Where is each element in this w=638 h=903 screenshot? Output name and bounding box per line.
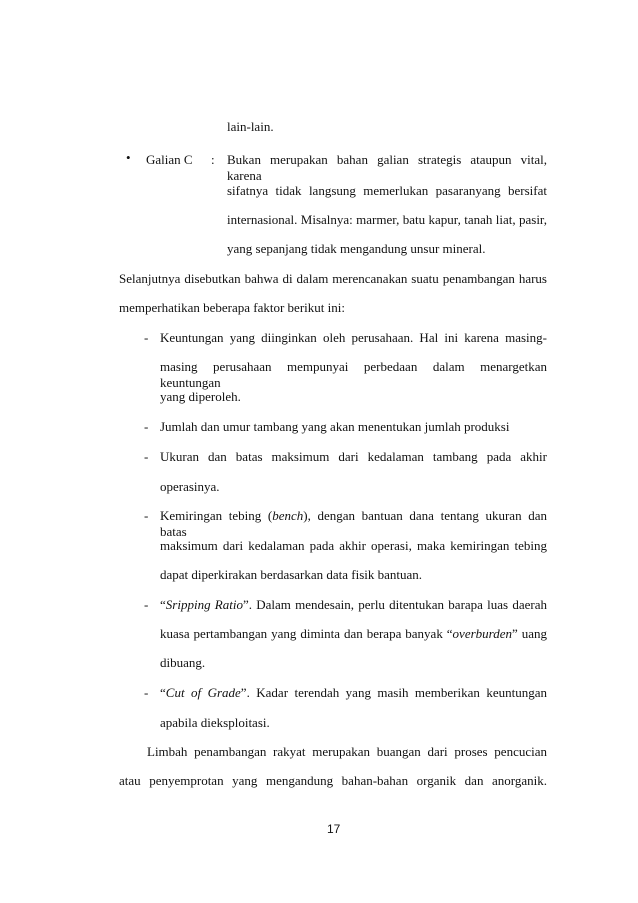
list-item-line: “Cut of Grade”. Kadar terendah yang masih memberikan keuntungan [160, 685, 547, 700]
list-item-line: yang diperoleh. [160, 389, 241, 404]
list-dash: - [144, 419, 149, 434]
galian-c-line: internasional. Misalnya: marmer, batu kapur, tanah liat, pasir, [227, 212, 547, 227]
list-dash: - [144, 597, 149, 612]
list-item-line: dapat diperkirakan berdasarkan data fisik bantuan. [160, 567, 423, 582]
list-item-line: Jumlah dan umur tambang yang akan menentukan jumlah produksi [160, 419, 510, 434]
list-dash: - [144, 449, 149, 464]
list-item-line: Keuntungan yang diinginkan oleh perusahaan. Hal ini karena masing- [160, 330, 547, 345]
list-item-line: maksimum dari kedalaman pada akhir operasi, maka kemiringan tebing [160, 538, 547, 553]
galian-c-line: Bukan merupakan bahan galian strategis ataupun vital, karena [227, 152, 547, 183]
galian-b-continuation: lain-lain. [227, 119, 274, 134]
italic-term: bench [272, 508, 304, 523]
closing-line: atau penyemprotan yang mengandung bahan-bahan organik dan anorganik. [119, 773, 547, 788]
closing-line: Limbah penambangan rakyat merupakan buangan dari proses pencucian [147, 744, 547, 759]
list-item-line: “Sripping Ratio”. Dalam mendesain, perlu ditentukan barapa luas daerah [160, 597, 547, 612]
italic-term: Cut of Grade [165, 685, 241, 700]
list-item-line: dibuang. [160, 655, 206, 670]
galian-c-term: Galian C [146, 152, 193, 167]
list-item-line: operasinya. [160, 479, 220, 494]
galian-c-line: yang sepanjang tidak mengandung unsur mineral. [227, 241, 486, 256]
list-dash: - [144, 685, 149, 700]
list-item-line: apabila dieksploitasi. [160, 715, 270, 730]
list-dash: - [144, 508, 149, 523]
page-number: 17 [327, 822, 341, 836]
intro-line: memperhatikan beberapa faktor berikut ini: [119, 300, 345, 315]
definition-colon: : [211, 152, 215, 167]
bullet: • [126, 150, 131, 165]
intro-line: Selanjutnya disebutkan bahwa di dalam merencanakan suatu penambangan harus [119, 271, 547, 286]
list-item-line: Kemiringan tebing (bench), dengan bantuan dana tentang ukuran dan batas [160, 508, 547, 539]
list-dash: - [144, 330, 149, 345]
list-item-line: kuasa pertambangan yang diminta dan berapa banyak “overburden” uang [160, 626, 547, 641]
italic-term: overburden [452, 626, 512, 641]
list-item-line: Ukuran dan batas maksimum dari kedalaman tambang pada akhir [160, 449, 547, 464]
italic-term: Sripping Ratio [165, 597, 243, 612]
list-item-line: masing perusahaan mempunyai perbedaan dalam menargetkan keuntungan [160, 359, 547, 390]
galian-c-line: sifatnya tidak langsung memerlukan pasaranyang bersifat [227, 183, 547, 198]
